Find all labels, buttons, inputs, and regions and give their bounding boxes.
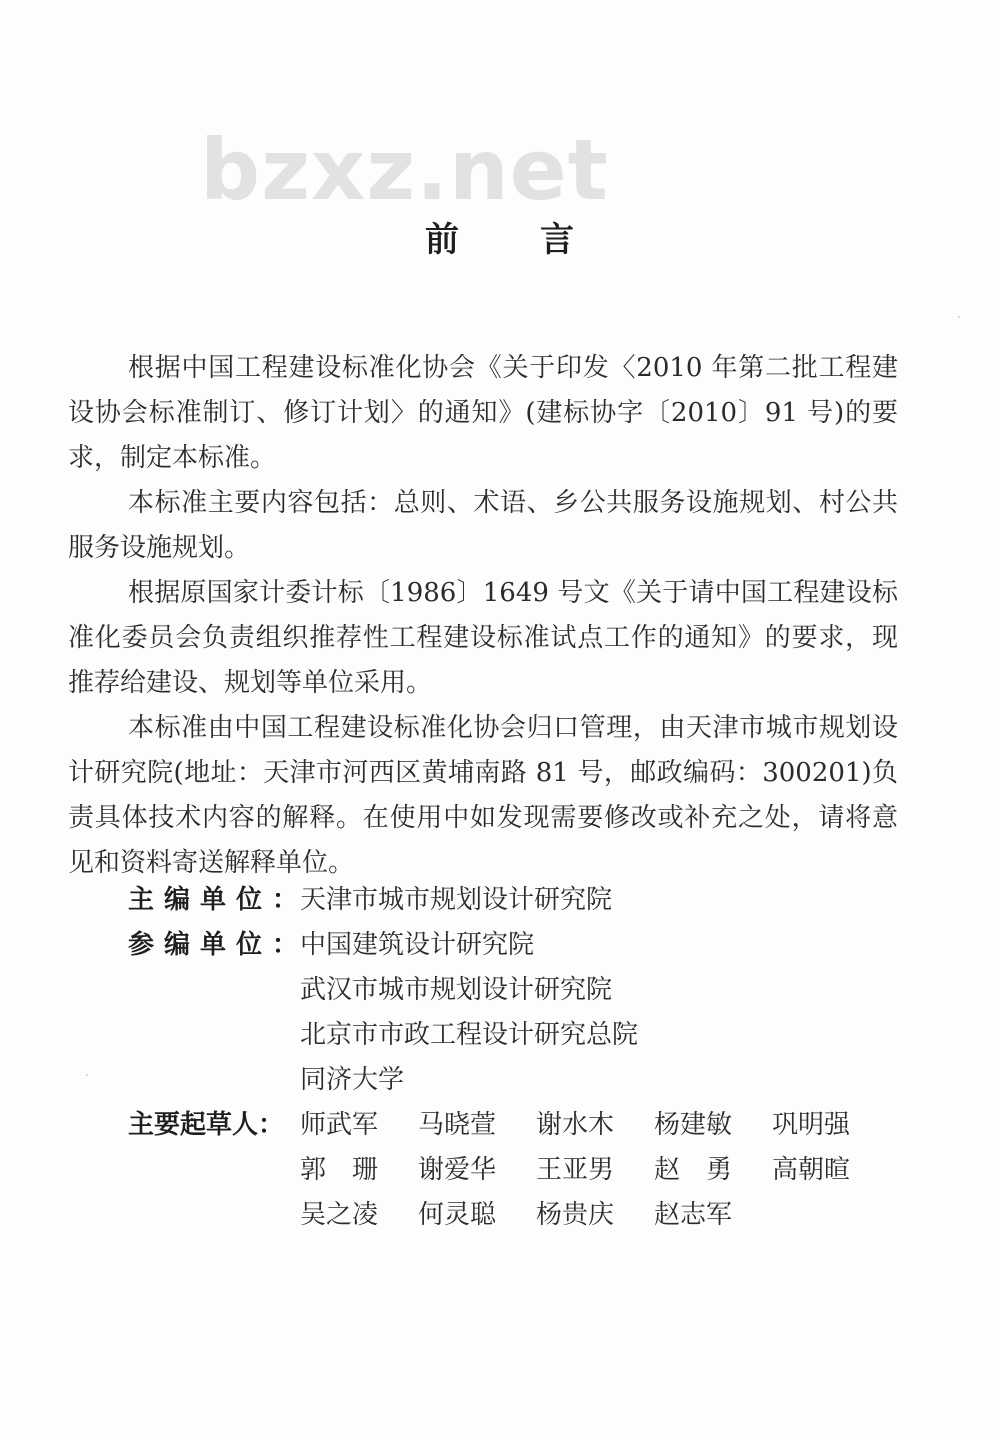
drafter-name: 郭 珊 [300, 1155, 379, 1185]
drafter-name: 何灵聪 [418, 1200, 497, 1230]
drafter-name: 赵 勇 [654, 1155, 733, 1185]
drafter-name: 杨贵庆 [536, 1200, 615, 1230]
drafter-name: 赵志军 [654, 1200, 733, 1230]
participating-unit: 武汉市城市规划设计研究院 [300, 975, 613, 1005]
page-title [0, 212, 1000, 261]
chief-unit-values [300, 878, 612, 923]
title-char-2: 言 [540, 220, 575, 260]
drafter-name: 谢水木 [536, 1110, 615, 1140]
participating-units-row [128, 923, 890, 1103]
drafter-name: 巩明强 [772, 1110, 851, 1140]
drafter-name: 师武军 [300, 1110, 379, 1140]
scan-speck [958, 316, 960, 318]
paragraph: 根据原国家计委计标〔1986〕1649 号文《关于请中国工程建设标准化委员会负责组织推荐性工程建设标准试点工作的通知》的要求，现推荐给建设、规划等单位采用。 [68, 578, 898, 698]
drafter-name: 吴之凌 [300, 1200, 379, 1230]
drafters-row [128, 1103, 890, 1238]
chief-unit-row [128, 878, 890, 923]
paragraph: 本标准主要内容包括：总则、术语、乡公共服务设施规划、村公共服务设施规划。 [68, 488, 898, 563]
drafters-names [300, 1103, 890, 1238]
title-char-1: 前 [425, 220, 460, 260]
scan-speck [86, 1074, 88, 1076]
preface-body [68, 346, 898, 886]
participating-unit: 中国建筑设计研究院 [300, 930, 535, 960]
drafter-name: 谢爱华 [418, 1155, 497, 1185]
paragraph: 根据中国工程建设标准化协会《关于印发〈2010 年第二批工程建设协会标准制订、修订计划〉的通知》(建标协字〔2010〕91 号)的要求，制定本标准。 [68, 353, 898, 473]
paragraph: 本标准由中国工程建设标准化协会归口管理，由天津市城市规划设计研究院(地址：天津市河西区黄埔南路 81 号，邮政编码：300201)负责具体技术内容的解释。在使用中如发现需要修改或补充之处，请将意见和资料寄送解释单位。 [68, 713, 898, 878]
participating-unit: 北京市市政工程设计研究总院 [300, 1020, 639, 1050]
drafter-name: 王亚男 [536, 1155, 615, 1185]
chief-unit-label: 主编单位： [128, 885, 309, 915]
drafter-name: 杨建敏 [654, 1110, 733, 1140]
drafter-name: 高朝暄 [772, 1155, 851, 1185]
participating-units-label: 参编单位： [128, 930, 309, 960]
drafters-label: 主要起草人： [128, 1110, 285, 1140]
units-info [128, 878, 890, 1238]
participating-unit: 同济大学 [300, 1065, 405, 1095]
watermark-text: bzxz.net [200, 121, 609, 219]
drafter-name: 马晓萱 [418, 1110, 497, 1140]
chief-unit-value: 天津市城市规划设计研究院 [300, 885, 613, 915]
participating-units-values [300, 923, 638, 1103]
